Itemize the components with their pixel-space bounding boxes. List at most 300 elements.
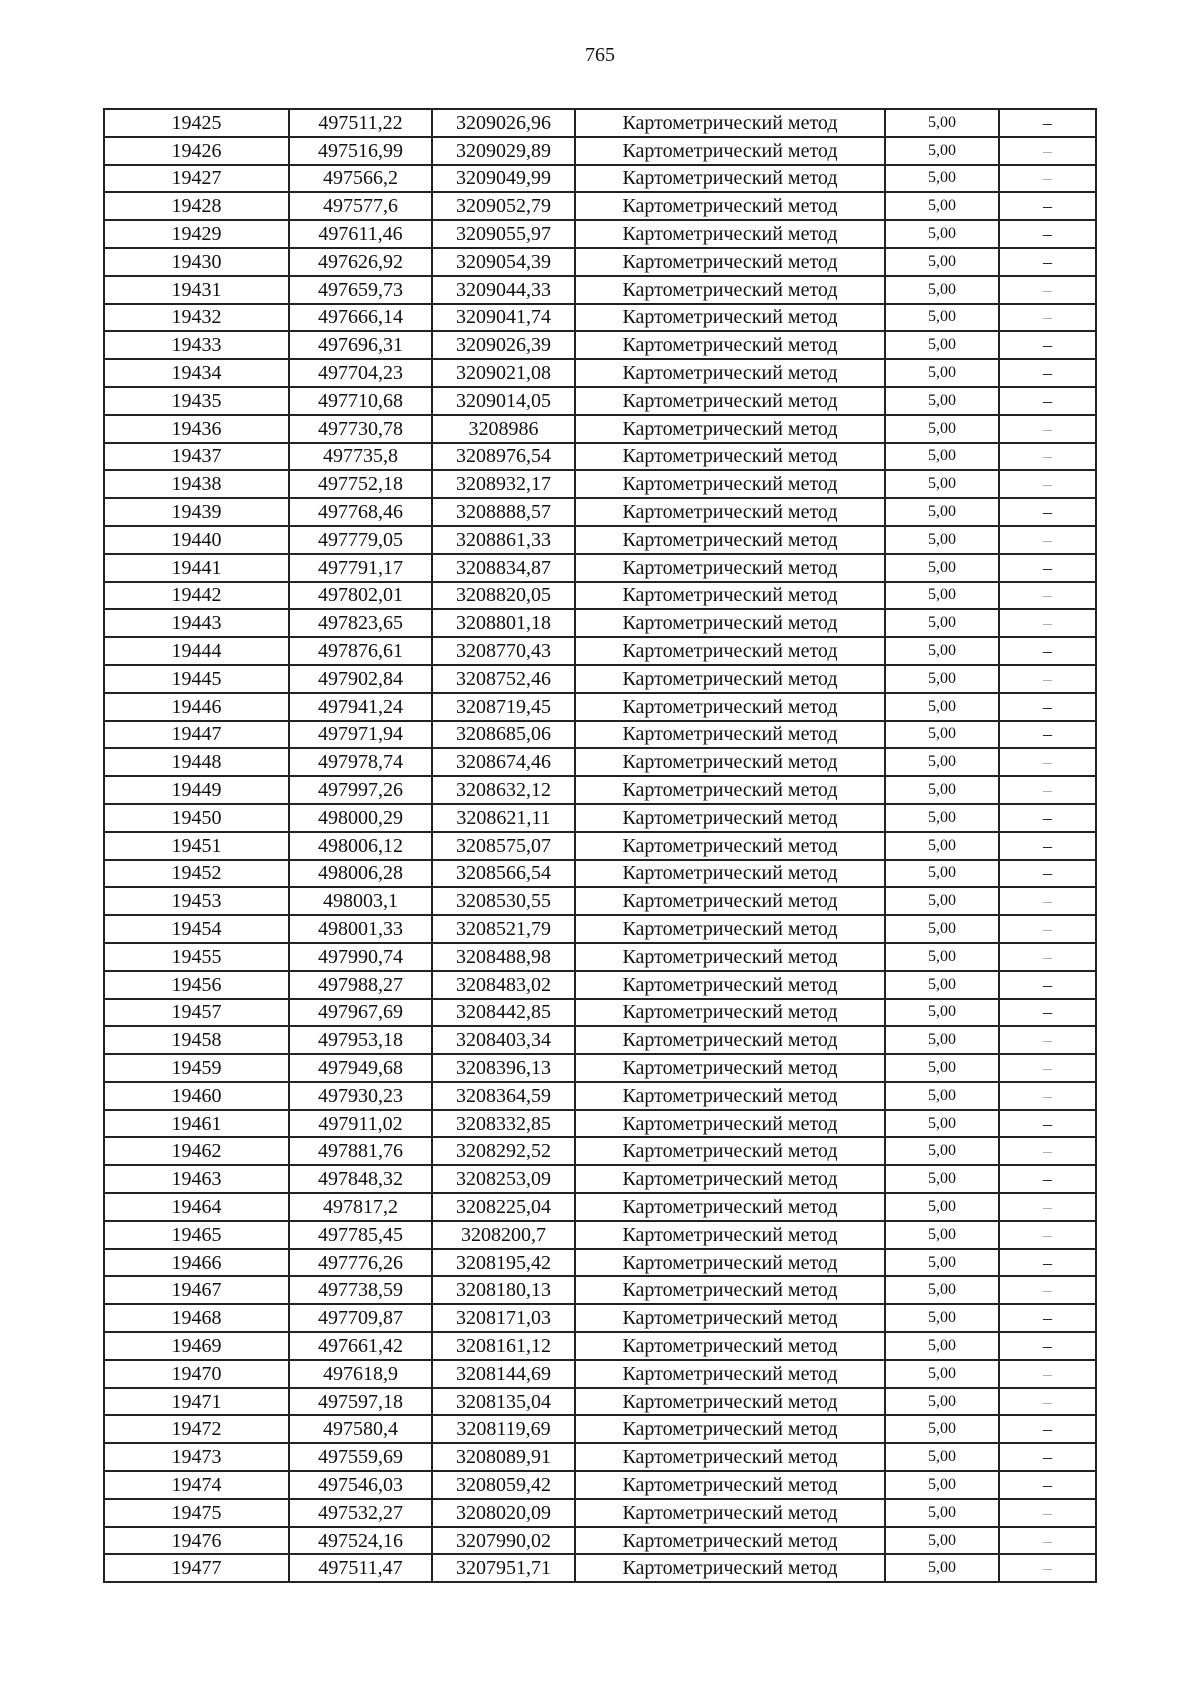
- method-cell: Картометрический метод: [575, 1054, 885, 1082]
- x-coordinate-cell: 497997,26: [289, 776, 432, 804]
- dash-cell: –: [999, 832, 1096, 860]
- accuracy-cell: 5,00: [885, 192, 999, 220]
- table-row: [104, 971, 1096, 999]
- point-number-cell: 19427: [104, 165, 289, 193]
- coordinates-table: [103, 108, 1097, 1583]
- x-coordinate-cell: 497971,94: [289, 721, 432, 749]
- method-cell: Картометрический метод: [575, 943, 885, 971]
- x-coordinate-cell: 497532,27: [289, 1499, 432, 1527]
- x-coordinate-cell: 497941,24: [289, 693, 432, 721]
- method-cell: Картометрический метод: [575, 1276, 885, 1304]
- table-row: [104, 887, 1096, 915]
- y-coordinate-cell: 3208488,98: [432, 943, 575, 971]
- y-coordinate-cell: 3208135,04: [432, 1388, 575, 1416]
- dash-cell: –: [999, 359, 1096, 387]
- method-cell: Картометрический метод: [575, 721, 885, 749]
- table-row: [104, 1443, 1096, 1471]
- point-number-cell: 19467: [104, 1276, 289, 1304]
- point-number-cell: 19433: [104, 331, 289, 359]
- accuracy-cell: 5,00: [885, 1443, 999, 1471]
- point-number-cell: 19443: [104, 609, 289, 637]
- point-number-cell: 19448: [104, 748, 289, 776]
- accuracy-cell: 5,00: [885, 359, 999, 387]
- point-number-cell: 19429: [104, 220, 289, 248]
- method-cell: Картометрический метод: [575, 248, 885, 276]
- table-row: [104, 1110, 1096, 1138]
- y-coordinate-cell: 3208292,52: [432, 1137, 575, 1165]
- dash-cell: –: [999, 1471, 1096, 1499]
- accuracy-cell: 5,00: [885, 860, 999, 888]
- point-number-cell: 19454: [104, 915, 289, 943]
- method-cell: Картометрический метод: [575, 331, 885, 359]
- y-coordinate-cell: 3208566,54: [432, 860, 575, 888]
- point-number-cell: 19469: [104, 1332, 289, 1360]
- method-cell: Картометрический метод: [575, 582, 885, 610]
- dash-cell: –: [999, 637, 1096, 665]
- y-coordinate-cell: 3208986: [432, 415, 575, 443]
- dash-cell: –: [999, 192, 1096, 220]
- table-row: [104, 665, 1096, 693]
- table-row: [104, 1221, 1096, 1249]
- x-coordinate-cell: 497930,23: [289, 1082, 432, 1110]
- accuracy-cell: 5,00: [885, 1527, 999, 1555]
- point-number-cell: 19452: [104, 860, 289, 888]
- accuracy-cell: 5,00: [885, 1137, 999, 1165]
- x-coordinate-cell: 497902,84: [289, 665, 432, 693]
- point-number-cell: 19438: [104, 470, 289, 498]
- x-coordinate-cell: 498001,33: [289, 915, 432, 943]
- dash-cell: –: [999, 248, 1096, 276]
- dash-cell: –: [999, 1527, 1096, 1555]
- method-cell: Картометрический метод: [575, 609, 885, 637]
- accuracy-cell: 5,00: [885, 415, 999, 443]
- accuracy-cell: 5,00: [885, 1499, 999, 1527]
- method-cell: Картометрический метод: [575, 1332, 885, 1360]
- y-coordinate-cell: 3207951,71: [432, 1554, 575, 1582]
- accuracy-cell: 5,00: [885, 693, 999, 721]
- y-coordinate-cell: 3208530,55: [432, 887, 575, 915]
- y-coordinate-cell: 3208144,69: [432, 1360, 575, 1388]
- y-coordinate-cell: 3208253,09: [432, 1165, 575, 1193]
- accuracy-cell: 5,00: [885, 1249, 999, 1277]
- table-row: [104, 1026, 1096, 1054]
- point-number-cell: 19449: [104, 776, 289, 804]
- point-number-cell: 19447: [104, 721, 289, 749]
- table-row: [104, 804, 1096, 832]
- dash-cell: –: [999, 1415, 1096, 1443]
- table-row: [104, 192, 1096, 220]
- dash-cell: –: [999, 887, 1096, 915]
- table-row: [104, 1332, 1096, 1360]
- point-number-cell: 19431: [104, 276, 289, 304]
- x-coordinate-cell: 497611,46: [289, 220, 432, 248]
- x-coordinate-cell: 497511,47: [289, 1554, 432, 1582]
- table-body: [104, 109, 1096, 1582]
- table-row: [104, 1165, 1096, 1193]
- x-coordinate-cell: 497848,32: [289, 1165, 432, 1193]
- dash-cell: –: [999, 1082, 1096, 1110]
- accuracy-cell: 5,00: [885, 665, 999, 693]
- point-number-cell: 19473: [104, 1443, 289, 1471]
- method-cell: Картометрический метод: [575, 109, 885, 137]
- table-row: [104, 498, 1096, 526]
- method-cell: Картометрический метод: [575, 693, 885, 721]
- y-coordinate-cell: 3208770,43: [432, 637, 575, 665]
- dash-cell: –: [999, 609, 1096, 637]
- method-cell: Картометрический метод: [575, 832, 885, 860]
- x-coordinate-cell: 497978,74: [289, 748, 432, 776]
- x-coordinate-cell: 497559,69: [289, 1443, 432, 1471]
- dash-cell: –: [999, 971, 1096, 999]
- y-coordinate-cell: 3208632,12: [432, 776, 575, 804]
- x-coordinate-cell: 497990,74: [289, 943, 432, 971]
- point-number-cell: 19435: [104, 387, 289, 415]
- x-coordinate-cell: 497735,8: [289, 443, 432, 471]
- y-coordinate-cell: 3209044,33: [432, 276, 575, 304]
- accuracy-cell: 5,00: [885, 832, 999, 860]
- table-row: [104, 860, 1096, 888]
- x-coordinate-cell: 497511,22: [289, 109, 432, 137]
- dash-cell: –: [999, 1193, 1096, 1221]
- point-number-cell: 19432: [104, 304, 289, 332]
- method-cell: Картометрический метод: [575, 443, 885, 471]
- table-row: [104, 248, 1096, 276]
- y-coordinate-cell: 3208225,04: [432, 1193, 575, 1221]
- table-row: [104, 1554, 1096, 1582]
- y-coordinate-cell: 3209014,05: [432, 387, 575, 415]
- method-cell: Картометрический метод: [575, 1360, 885, 1388]
- y-coordinate-cell: 3208089,91: [432, 1443, 575, 1471]
- y-coordinate-cell: 3208483,02: [432, 971, 575, 999]
- y-coordinate-cell: 3207990,02: [432, 1527, 575, 1555]
- y-coordinate-cell: 3208575,07: [432, 832, 575, 860]
- y-coordinate-cell: 3209049,99: [432, 165, 575, 193]
- table-row: [104, 1388, 1096, 1416]
- x-coordinate-cell: 498000,29: [289, 804, 432, 832]
- y-coordinate-cell: 3208861,33: [432, 526, 575, 554]
- table-row: [104, 999, 1096, 1027]
- y-coordinate-cell: 3209041,74: [432, 304, 575, 332]
- dash-cell: –: [999, 498, 1096, 526]
- dash-cell: –: [999, 220, 1096, 248]
- x-coordinate-cell: 497823,65: [289, 609, 432, 637]
- point-number-cell: 19461: [104, 1110, 289, 1138]
- page-number: 765: [585, 44, 615, 66]
- dash-cell: –: [999, 415, 1096, 443]
- y-coordinate-cell: 3208171,03: [432, 1304, 575, 1332]
- table-row: [104, 165, 1096, 193]
- accuracy-cell: 5,00: [885, 943, 999, 971]
- accuracy-cell: 5,00: [885, 1193, 999, 1221]
- point-number-cell: 19474: [104, 1471, 289, 1499]
- dash-cell: –: [999, 387, 1096, 415]
- x-coordinate-cell: 497730,78: [289, 415, 432, 443]
- dash-cell: –: [999, 1304, 1096, 1332]
- method-cell: Картометрический метод: [575, 1388, 885, 1416]
- y-coordinate-cell: 3208161,12: [432, 1332, 575, 1360]
- table-row: [104, 721, 1096, 749]
- method-cell: Картометрический метод: [575, 137, 885, 165]
- point-number-cell: 19434: [104, 359, 289, 387]
- point-number-cell: 19460: [104, 1082, 289, 1110]
- table-row: [104, 832, 1096, 860]
- point-number-cell: 19471: [104, 1388, 289, 1416]
- method-cell: Картометрический метод: [575, 1026, 885, 1054]
- point-number-cell: 19463: [104, 1165, 289, 1193]
- point-number-cell: 19430: [104, 248, 289, 276]
- y-coordinate-cell: 3208521,79: [432, 915, 575, 943]
- dash-cell: –: [999, 582, 1096, 610]
- accuracy-cell: 5,00: [885, 1388, 999, 1416]
- y-coordinate-cell: 3208396,13: [432, 1054, 575, 1082]
- x-coordinate-cell: 497661,42: [289, 1332, 432, 1360]
- method-cell: Картометрический метод: [575, 915, 885, 943]
- point-number-cell: 19425: [104, 109, 289, 137]
- method-cell: Картометрический метод: [575, 665, 885, 693]
- dash-cell: –: [999, 1554, 1096, 1582]
- table-row: [104, 443, 1096, 471]
- dash-cell: –: [999, 804, 1096, 832]
- method-cell: Картометрический метод: [575, 387, 885, 415]
- accuracy-cell: 5,00: [885, 1360, 999, 1388]
- point-number-cell: 19457: [104, 999, 289, 1027]
- accuracy-cell: 5,00: [885, 109, 999, 137]
- accuracy-cell: 5,00: [885, 443, 999, 471]
- x-coordinate-cell: 497949,68: [289, 1054, 432, 1082]
- dash-cell: –: [999, 1026, 1096, 1054]
- y-coordinate-cell: 3209026,96: [432, 109, 575, 137]
- x-coordinate-cell: 497752,18: [289, 470, 432, 498]
- accuracy-cell: 5,00: [885, 1026, 999, 1054]
- dash-cell: –: [999, 665, 1096, 693]
- accuracy-cell: 5,00: [885, 331, 999, 359]
- table-row: [104, 220, 1096, 248]
- dash-cell: –: [999, 109, 1096, 137]
- method-cell: Картометрический метод: [575, 637, 885, 665]
- point-number-cell: 19440: [104, 526, 289, 554]
- x-coordinate-cell: 497779,05: [289, 526, 432, 554]
- dash-cell: –: [999, 1110, 1096, 1138]
- method-cell: Картометрический метод: [575, 498, 885, 526]
- x-coordinate-cell: 497696,31: [289, 331, 432, 359]
- dash-cell: –: [999, 1332, 1096, 1360]
- accuracy-cell: 5,00: [885, 1332, 999, 1360]
- table-row: [104, 331, 1096, 359]
- x-coordinate-cell: 497577,6: [289, 192, 432, 220]
- accuracy-cell: 5,00: [885, 582, 999, 610]
- point-number-cell: 19441: [104, 554, 289, 582]
- accuracy-cell: 5,00: [885, 915, 999, 943]
- accuracy-cell: 5,00: [885, 554, 999, 582]
- y-coordinate-cell: 3208719,45: [432, 693, 575, 721]
- x-coordinate-cell: 498006,12: [289, 832, 432, 860]
- point-number-cell: 19445: [104, 665, 289, 693]
- x-coordinate-cell: 497546,03: [289, 1471, 432, 1499]
- table-row: [104, 1360, 1096, 1388]
- y-coordinate-cell: 3208119,69: [432, 1415, 575, 1443]
- table-row: [104, 943, 1096, 971]
- dash-cell: –: [999, 1137, 1096, 1165]
- x-coordinate-cell: 497776,26: [289, 1249, 432, 1277]
- point-number-cell: 19459: [104, 1054, 289, 1082]
- table-row: [104, 1304, 1096, 1332]
- accuracy-cell: 5,00: [885, 1304, 999, 1332]
- table-row: [104, 693, 1096, 721]
- table-row: [104, 554, 1096, 582]
- point-number-cell: 19456: [104, 971, 289, 999]
- y-coordinate-cell: 3208888,57: [432, 498, 575, 526]
- x-coordinate-cell: 497738,59: [289, 1276, 432, 1304]
- dash-cell: –: [999, 693, 1096, 721]
- point-number-cell: 19470: [104, 1360, 289, 1388]
- table-row: [104, 915, 1096, 943]
- dash-cell: –: [999, 721, 1096, 749]
- accuracy-cell: 5,00: [885, 1110, 999, 1138]
- y-coordinate-cell: 3209029,89: [432, 137, 575, 165]
- accuracy-cell: 5,00: [885, 1554, 999, 1582]
- table-row: [104, 1415, 1096, 1443]
- method-cell: Картометрический метод: [575, 860, 885, 888]
- method-cell: Картометрический метод: [575, 999, 885, 1027]
- point-number-cell: 19466: [104, 1249, 289, 1277]
- method-cell: Картометрический метод: [575, 1110, 885, 1138]
- accuracy-cell: 5,00: [885, 804, 999, 832]
- point-number-cell: 19428: [104, 192, 289, 220]
- dash-cell: –: [999, 915, 1096, 943]
- dash-cell: –: [999, 1499, 1096, 1527]
- y-coordinate-cell: 3208364,59: [432, 1082, 575, 1110]
- x-coordinate-cell: 497524,16: [289, 1527, 432, 1555]
- accuracy-cell: 5,00: [885, 248, 999, 276]
- point-number-cell: 19472: [104, 1415, 289, 1443]
- method-cell: Картометрический метод: [575, 804, 885, 832]
- table-row: [104, 637, 1096, 665]
- point-number-cell: 19468: [104, 1304, 289, 1332]
- x-coordinate-cell: 497911,02: [289, 1110, 432, 1138]
- accuracy-cell: 5,00: [885, 220, 999, 248]
- y-coordinate-cell: 3208801,18: [432, 609, 575, 637]
- accuracy-cell: 5,00: [885, 1221, 999, 1249]
- table-row: [104, 582, 1096, 610]
- x-coordinate-cell: 497876,61: [289, 637, 432, 665]
- method-cell: Картометрический метод: [575, 1304, 885, 1332]
- x-coordinate-cell: 497597,18: [289, 1388, 432, 1416]
- table-row: [104, 1276, 1096, 1304]
- accuracy-cell: 5,00: [885, 470, 999, 498]
- method-cell: Картометрический метод: [575, 1165, 885, 1193]
- y-coordinate-cell: 3208442,85: [432, 999, 575, 1027]
- dash-cell: –: [999, 1276, 1096, 1304]
- table-row: [104, 470, 1096, 498]
- table-row: [104, 1249, 1096, 1277]
- method-cell: Картометрический метод: [575, 1193, 885, 1221]
- method-cell: Картометрический метод: [575, 971, 885, 999]
- point-number-cell: 19451: [104, 832, 289, 860]
- method-cell: Картометрический метод: [575, 1249, 885, 1277]
- method-cell: Картометрический метод: [575, 304, 885, 332]
- point-number-cell: 19426: [104, 137, 289, 165]
- y-coordinate-cell: 3208059,42: [432, 1471, 575, 1499]
- dash-cell: –: [999, 1443, 1096, 1471]
- method-cell: Картометрический метод: [575, 1221, 885, 1249]
- x-coordinate-cell: 497768,46: [289, 498, 432, 526]
- accuracy-cell: 5,00: [885, 776, 999, 804]
- method-cell: Картометрический метод: [575, 748, 885, 776]
- table-row: [104, 1471, 1096, 1499]
- x-coordinate-cell: 497953,18: [289, 1026, 432, 1054]
- table-row: [104, 1054, 1096, 1082]
- method-cell: Картометрический метод: [575, 192, 885, 220]
- dash-cell: –: [999, 999, 1096, 1027]
- dash-cell: –: [999, 860, 1096, 888]
- accuracy-cell: 5,00: [885, 721, 999, 749]
- y-coordinate-cell: 3208332,85: [432, 1110, 575, 1138]
- table-row: [104, 748, 1096, 776]
- x-coordinate-cell: 497710,68: [289, 387, 432, 415]
- dash-cell: –: [999, 276, 1096, 304]
- dash-cell: –: [999, 165, 1096, 193]
- y-coordinate-cell: 3209054,39: [432, 248, 575, 276]
- accuracy-cell: 5,00: [885, 748, 999, 776]
- table-row: [104, 1527, 1096, 1555]
- point-number-cell: 19444: [104, 637, 289, 665]
- y-coordinate-cell: 3208621,11: [432, 804, 575, 832]
- table-row: [104, 1137, 1096, 1165]
- y-coordinate-cell: 3208834,87: [432, 554, 575, 582]
- method-cell: Картометрический метод: [575, 165, 885, 193]
- y-coordinate-cell: 3208180,13: [432, 1276, 575, 1304]
- x-coordinate-cell: 497988,27: [289, 971, 432, 999]
- method-cell: Картометрический метод: [575, 359, 885, 387]
- table-row: [104, 387, 1096, 415]
- accuracy-cell: 5,00: [885, 609, 999, 637]
- method-cell: Картометрический метод: [575, 276, 885, 304]
- table-row: [104, 109, 1096, 137]
- accuracy-cell: 5,00: [885, 971, 999, 999]
- dash-cell: –: [999, 1165, 1096, 1193]
- method-cell: Картометрический метод: [575, 1415, 885, 1443]
- y-coordinate-cell: 3208976,54: [432, 443, 575, 471]
- accuracy-cell: 5,00: [885, 1415, 999, 1443]
- x-coordinate-cell: 497967,69: [289, 999, 432, 1027]
- point-number-cell: 19446: [104, 693, 289, 721]
- accuracy-cell: 5,00: [885, 1471, 999, 1499]
- dash-cell: –: [999, 331, 1096, 359]
- accuracy-cell: 5,00: [885, 526, 999, 554]
- point-number-cell: 19476: [104, 1527, 289, 1555]
- method-cell: Картометрический метод: [575, 220, 885, 248]
- y-coordinate-cell: 3208685,06: [432, 721, 575, 749]
- dash-cell: –: [999, 526, 1096, 554]
- y-coordinate-cell: 3209052,79: [432, 192, 575, 220]
- table-row: [104, 776, 1096, 804]
- accuracy-cell: 5,00: [885, 387, 999, 415]
- dash-cell: –: [999, 470, 1096, 498]
- x-coordinate-cell: 497791,17: [289, 554, 432, 582]
- y-coordinate-cell: 3208820,05: [432, 582, 575, 610]
- dash-cell: –: [999, 943, 1096, 971]
- table-row: [104, 415, 1096, 443]
- accuracy-cell: 5,00: [885, 1165, 999, 1193]
- accuracy-cell: 5,00: [885, 1276, 999, 1304]
- dash-cell: –: [999, 443, 1096, 471]
- point-number-cell: 19465: [104, 1221, 289, 1249]
- point-number-cell: 19453: [104, 887, 289, 915]
- x-coordinate-cell: 497516,99: [289, 137, 432, 165]
- dash-cell: –: [999, 776, 1096, 804]
- accuracy-cell: 5,00: [885, 999, 999, 1027]
- dash-cell: –: [999, 1360, 1096, 1388]
